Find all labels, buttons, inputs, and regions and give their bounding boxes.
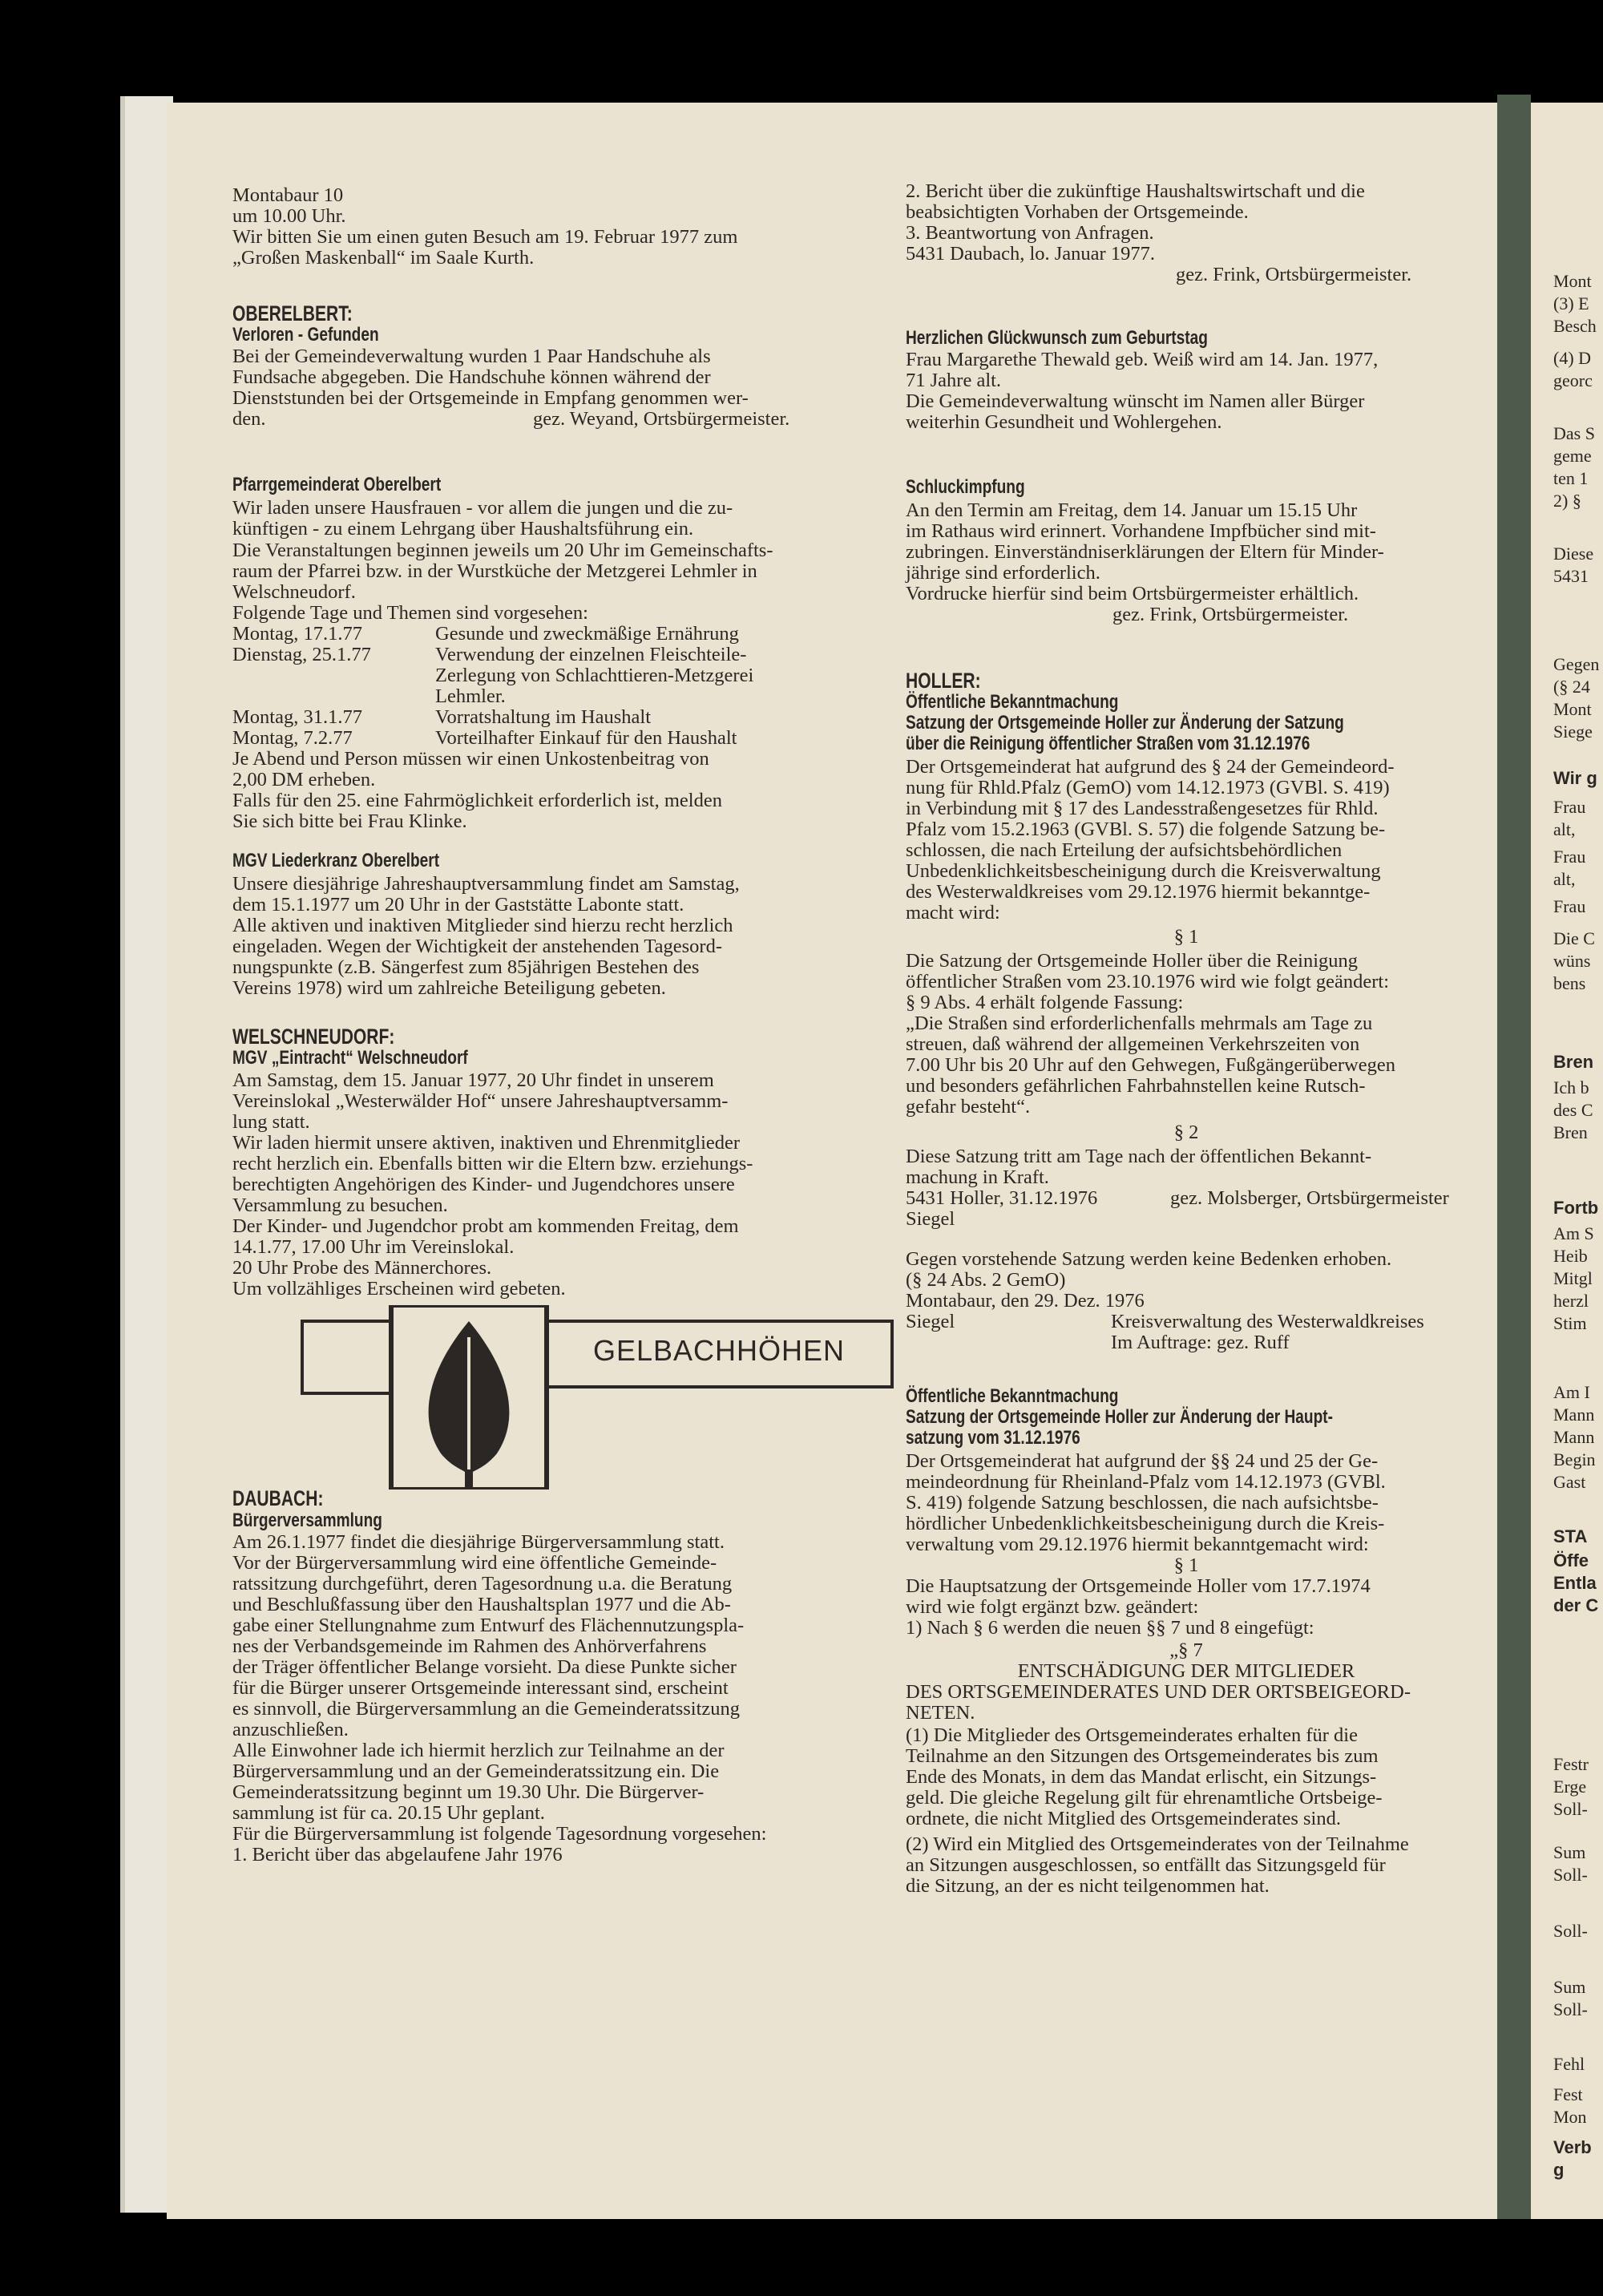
bek1-line: Pfalz vom 15.2.1963 (GVBl. S. 57) die folgende Satzung be-: [906, 819, 1386, 840]
buerger-line: 1. Bericht über das abgelaufene Jahr 1976: [232, 1844, 563, 1866]
absatz-line: an Sitzungen ausgeschlossen, so entfällt das Sitzungsgeld für: [906, 1854, 1386, 1876]
agenda-line: 3. Beantwortung von Anfragen.: [906, 222, 1154, 244]
schluck-signature: gez. Frink, Ortsbürgermeister.: [1112, 604, 1349, 625]
section-heading-mgv-eintracht: MGV „Eintracht“ Welschneudorf: [232, 1047, 468, 1069]
par1-line: gefahr besteht“.: [906, 1096, 1031, 1118]
pfarr-line: raum der Pfarrei bzw. in der Wurstküche der Metzgerei Lehmler in: [232, 560, 757, 582]
agenda-signature: gez. Frink, Ortsbürgermeister.: [1176, 264, 1412, 285]
fund-line: den.: [232, 408, 266, 430]
bek2-line: S. 419) folgende Satzung beschlossen, die nach aufsichtsbe-: [906, 1492, 1379, 1514]
welsch-line: Wir laden hiermit unsere aktiven, inaktiven und Ehrenmitglieder: [232, 1132, 741, 1154]
next-page-line: alt,: [1553, 869, 1576, 889]
next-page-line: Soll-: [1553, 1921, 1588, 1941]
next-page-line: Besch: [1553, 316, 1597, 336]
next-page-line: STA: [1553, 1526, 1588, 1546]
section-heading-bekanntmachung: Öffentliche Bekanntmachung: [906, 691, 1119, 713]
next-page-line: Bren: [1553, 1052, 1594, 1072]
next-page-line: (3) E: [1553, 293, 1589, 313]
agenda-line: 2. Bericht über die zukünftige Haushaltswirtschaft und die: [906, 180, 1365, 202]
next-page-line: des C: [1553, 1100, 1593, 1120]
next-page-line: Heib: [1553, 1246, 1588, 1266]
pfarr-tail-line: Je Abend und Person müssen wir einen Unkostenbeitrag von: [232, 748, 709, 770]
entschaedigung-heading: ENTSCHÄDIGUNG DER MITGLIEDER: [1017, 1660, 1355, 1682]
section-heading-satzung: über die Reinigung öffentlicher Straßen vom 31.12.1976: [906, 733, 1310, 754]
par1-line: und besonders gefährlichen Fahrbahnstellen keine Rutsch-: [906, 1075, 1366, 1097]
par3-line: 1) Nach § 6 werden die neuen §§ 7 und 8 eingefügt:: [906, 1617, 1314, 1639]
schedule-day: Dienstag, 25.1.77: [232, 644, 371, 665]
section-heading-geburtstag: Herzlichen Glückwunsch zum Geburtstag: [906, 327, 1208, 349]
next-page-line: wüns: [1553, 951, 1591, 971]
next-page-line: Siege: [1553, 722, 1593, 742]
gegen-line: Montabaur, den 29. Dez. 1976: [906, 1290, 1145, 1312]
par1-line: öffentlicher Straßen vom 23.10.1976 wird wie folgt geändert:: [906, 971, 1390, 992]
next-page-line: Mont: [1553, 271, 1592, 291]
signature-place: 5431 Holler, 31.12.1976: [906, 1187, 1098, 1209]
next-page-line: 2) §: [1553, 491, 1581, 511]
next-page-line: Stim: [1553, 1313, 1587, 1333]
book-binding-edge: [120, 96, 173, 2213]
par3-line: Die Hauptsatzung der Ortsgemeinde Holler vom 17.7.1974: [906, 1575, 1371, 1597]
par1-line: 7.00 Uhr bis 20 Uhr auf den Gehwegen, Fußgängerüberwegen: [906, 1054, 1395, 1076]
buerger-line: gabe einer Stellungnahme zum Entwurf des Flächennutzungspla-: [232, 1615, 745, 1636]
next-page-line: georc: [1553, 370, 1593, 390]
seal-label: Siegel: [906, 1208, 955, 1230]
town-heading-holler: HOLLER:: [906, 669, 981, 693]
next-page-line: Festr: [1553, 1754, 1589, 1774]
buerger-line: Bürgerversammlung und an der Gemeinderatssitzung ein. Die: [232, 1760, 720, 1782]
geb-line: weiterhin Gesundheit und Wohlergehen.: [906, 411, 1222, 433]
absatz-line: Teilnahme an den Sitzungen des Ortsgemeinderates bis zum: [906, 1745, 1379, 1767]
schedule-topic: Zerlegung von Schlachttieren-Metzgerei: [435, 665, 754, 686]
paragraph-marker: „§ 7: [1169, 1639, 1203, 1661]
bek1-line: macht wird:: [906, 902, 1000, 924]
next-page-line: Verb: [1553, 2137, 1592, 2157]
next-page-line: Frau: [1553, 797, 1586, 817]
entschaedigung-heading: NETEN.: [906, 1702, 975, 1724]
next-page-line: geme: [1553, 446, 1592, 466]
next-page-line: Mann: [1553, 1427, 1595, 1447]
next-page-line: Mann: [1553, 1405, 1595, 1425]
pfarr-line: Welschneudorf.: [232, 581, 356, 603]
next-page-line: g: [1553, 2160, 1565, 2180]
mgv-line: nungspunkte (z.B. Sängerfest zum 85jährigen Bestehen des: [232, 956, 700, 978]
next-page-line: Gast: [1553, 1472, 1586, 1492]
fund-line: Dienststunden bei der Ortsgemeinde in Empfang genommen wer-: [232, 387, 749, 409]
town-heading-daubach: DAUBACH:: [232, 1486, 324, 1510]
paragraph-marker: § 1: [1173, 1554, 1199, 1576]
intro-line: um 10.00 Uhr.: [232, 205, 346, 227]
par3-line: wird wie folgt ergänzt bzw. geändert:: [906, 1596, 1199, 1618]
par2-line: machung in Kraft.: [906, 1166, 1049, 1188]
schluck-line: Vordrucke hierfür sind beim Ortsbürgermeister erhältlich.: [906, 583, 1359, 604]
next-page-line: Soll-: [1553, 1799, 1588, 1819]
bek1-line: schlossen, die nach Erteilung der aufsichtsbehördlichen: [906, 839, 1343, 861]
town-heading-oberelbert: OBERELBERT:: [232, 301, 353, 325]
next-page-line: Am S: [1553, 1223, 1594, 1243]
geb-line: Die Gemeindeverwaltung wünscht im Namen aller Bürger: [906, 390, 1365, 412]
absatz-line: die Sitzung, an der es nicht teilgenommen hat.: [906, 1875, 1270, 1897]
bek1-line: des Westerwaldkreises vom 29.12.1976 hiermit bekanntge-: [906, 881, 1371, 903]
gelbachhoehen-logo: [232, 1009, 922, 1506]
buerger-line: Am 26.1.1977 findet die diesjährige Bürgerversammlung statt.: [232, 1531, 725, 1553]
section-heading-hauptsatzung: satzung vom 31.12.1976: [906, 1427, 1080, 1449]
schluck-line: zubringen. Einverständniserklärungen der Eltern für Minder-: [906, 541, 1384, 563]
buerger-line: für die Bürger unserer Ortsgemeinde interessant sind, erscheint: [232, 1677, 729, 1699]
next-page-line: Fortb: [1553, 1198, 1599, 1218]
welsch-line: Der Kinder- und Jugendchor probt am kommenden Freitag, dem: [232, 1215, 739, 1237]
bek1-line: in Verbindung mit § 17 des Landesstraßengesetzes für Rhld.: [906, 798, 1379, 819]
bek1-line: Unbedenklichkeitsbescheinigung durch die Kreisverwaltung: [906, 860, 1381, 882]
paragraph-marker: § 2: [1173, 1122, 1199, 1143]
buerger-line: Für die Bürgerversammlung ist folgende Tagesordnung vorgesehen:: [232, 1823, 767, 1845]
pfarr-tail-line: Sie sich bitte bei Frau Klinke.: [232, 810, 467, 832]
schedule-topic: Vorratshaltung im Haushalt: [435, 706, 652, 728]
welsch-line: Vereinslokal „Westerwälder Hof“ unsere Jahreshauptversamm-: [232, 1090, 729, 1112]
next-page-line: Fehl: [1553, 2054, 1585, 2074]
next-page-line: Fest: [1553, 2084, 1583, 2104]
welsch-line: 20 Uhr Probe des Männerchores.: [232, 1257, 492, 1279]
intro-line: Wir bitten Sie um einen guten Besuch am 19. Februar 1977 zum: [232, 226, 738, 248]
next-page-line: ten 1: [1553, 468, 1589, 488]
buerger-line: ratssitzung durchgeführt, deren Tagesordnung u.a. die Beratung: [232, 1573, 733, 1595]
par1-line: „Die Straßen sind erforderlichenfalls mehrmals am Tage zu: [906, 1013, 1373, 1034]
welsch-line: 14.1.77, 17.00 Uhr im Vereinslokal.: [232, 1236, 515, 1258]
schluck-line: jährige sind erforderlich.: [906, 562, 1100, 584]
fund-signature: gez. Weyand, Ortsbürgermeister.: [533, 408, 790, 430]
signature-name: gez. Molsberger, Ortsbürgermeister: [1170, 1187, 1449, 1209]
next-page-line: Diese: [1553, 544, 1594, 564]
logo-text: GELBACHHÖHEN: [592, 1334, 846, 1367]
intro-line: Montabaur 10: [232, 184, 344, 206]
schedule-topic: Vorteilhafter Einkauf für den Haushalt: [435, 727, 737, 749]
buerger-line: Gemeinderatssitzung beginnt um 19.30 Uhr. Die Bürgerver-: [232, 1781, 705, 1803]
next-page-line: Sum: [1553, 1842, 1586, 1862]
buerger-line: sammlung ist für ca. 20.15 Uhr geplant.: [232, 1802, 545, 1824]
agenda-line: 5431 Daubach, lo. Januar 1977.: [906, 243, 1155, 265]
welsch-line: recht herzlich ein. Ebenfalls bitten wir die Eltern bzw. erziehungs-: [232, 1153, 753, 1174]
welsch-line: berechtigten Angehörigen des Kinder- und Jugendchores unsere: [232, 1174, 735, 1195]
next-page-line: bens: [1553, 973, 1586, 993]
schluck-line: An den Termin am Freitag, dem 14. Januar um 15.15 Uhr: [906, 499, 1358, 521]
next-page-line: Soll-: [1553, 1865, 1588, 1885]
section-heading-hauptsatzung: Satzung der Ortsgemeinde Holler zur Änderung der Haupt-: [906, 1406, 1334, 1428]
schluck-line: im Rathaus wird erinnert. Vorhandene Impfbücher sind mit-: [906, 520, 1376, 542]
next-page-line: (§ 24: [1553, 677, 1590, 697]
absatz-line: geld. Die gleiche Regelung gilt für ehrenamtliche Ortsbeige-: [906, 1787, 1383, 1809]
buerger-line: der Träger öffentlicher Belange vorsieht. Da diese Punkte sicher: [232, 1656, 737, 1678]
bek1-line: nung für Rhld.Pfalz (GemO) vom 14.12.1973 (GVBl. S. 419): [906, 777, 1390, 798]
pfarr-line: Folgende Tage und Themen sind vorgesehen:: [232, 602, 588, 624]
section-heading-pfarrgemeinderat: Pfarrgemeinderat Oberelbert: [232, 474, 442, 495]
gegen-line: Gegen vorstehende Satzung werden keine Bedenken erhoben.: [906, 1248, 1392, 1270]
buerger-line: es sinnvoll, die Bürgerversammlung an die Gemeinderatssitzung: [232, 1698, 741, 1720]
schedule-topic: Gesunde und zweckmäßige Ernährung: [435, 623, 739, 645]
geb-line: 71 Jahre alt.: [906, 370, 1002, 391]
bek2-line: verwaltung vom 29.12.1976 hiermit bekanntgemacht wird:: [906, 1534, 1369, 1555]
schedule-topic: Verwendung der einzelnen Fleischteile-: [435, 644, 747, 665]
pfarr-line: Wir laden unsere Hausfrauen - vor allem die jungen und die zu-: [232, 497, 733, 519]
next-page-line: Ich b: [1553, 1077, 1589, 1097]
intro-line: „Großen Maskenball“ im Saale Kurth.: [232, 247, 535, 269]
par1-line: Die Satzung der Ortsgemeinde Holler über die Reinigung: [906, 950, 1359, 972]
mgv-line: eingeladen. Wegen der Wichtigkeit der anstehenden Tagesord-: [232, 936, 723, 957]
next-page-line: Frau: [1553, 847, 1586, 867]
next-page-line: Begin: [1553, 1449, 1596, 1469]
schedule-day: Montag, 7.2.77: [232, 727, 353, 749]
next-page-line: Mont: [1553, 699, 1592, 719]
buerger-line: Vor der Bürgerversammlung wird eine öffentliche Gemeinde-: [232, 1552, 717, 1574]
paragraph-marker: § 1: [1173, 926, 1199, 948]
next-page-line: Öffe: [1553, 1550, 1589, 1570]
auftrag-signature: Im Auftrage: gez. Ruff: [1111, 1332, 1290, 1353]
agenda-line: beabsichtigten Vorhaben der Ortsgemeinde.: [906, 201, 1249, 223]
pfarr-tail-line: Falls für den 25. eine Fahrmöglichkeit erforderlich ist, melden: [232, 790, 722, 811]
bek2-line: Der Ortsgemeinderat hat aufgrund der §§ 24 und 25 der Ge-: [906, 1450, 1379, 1472]
par1-line: § 9 Abs. 4 erhält folgende Fassung:: [906, 992, 1184, 1013]
par1-line: streuen, daß während der allgemeinen Verkehrszeiten von: [906, 1033, 1360, 1055]
next-page-line: Entla: [1553, 1573, 1597, 1593]
absatz-line: Ende des Monats, in dem das Mandat erlischt, ein Sitzungs-: [906, 1766, 1377, 1788]
next-page-line: Erge: [1553, 1777, 1587, 1797]
next-page-line: Am I: [1553, 1382, 1590, 1402]
kreisverwaltung-label: Kreisverwaltung des Westerwaldkreises: [1111, 1311, 1424, 1332]
gegen-line: (§ 24 Abs. 2 GemO): [906, 1269, 1066, 1291]
geb-line: Frau Margarethe Thewald geb. Weiß wird am 14. Jan. 1977,: [906, 349, 1379, 370]
next-page-line: Mitgl: [1553, 1268, 1593, 1288]
welsch-line: Versammlung zu besuchen.: [232, 1194, 448, 1216]
newspaper-page: [167, 103, 1497, 2219]
next-page-line: (4) D: [1553, 348, 1592, 368]
next-page-line: Die C: [1553, 928, 1595, 948]
mgv-line: Vereins 1978) wird um zahlreiche Beteiligung gebeten.: [232, 977, 666, 999]
next-page-line: Sum: [1553, 1977, 1586, 1997]
mgv-line: Unsere diesjährige Jahreshauptversammlung findet am Samstag,: [232, 873, 740, 895]
buerger-line: anzuschließen.: [232, 1719, 349, 1740]
next-page-line: alt,: [1553, 819, 1576, 839]
section-heading-mgv-liederkranz: MGV Liederkranz Oberelbert: [232, 850, 440, 871]
mgv-line: Alle aktiven und inaktiven Mitglieder sind hierzu recht herzlich: [232, 915, 733, 936]
next-page-line: Das S: [1553, 423, 1595, 443]
absatz-line: (2) Wird ein Mitglied des Ortsgemeinderates von der Teilnahme: [906, 1833, 1409, 1855]
schedule-day: Montag, 17.1.77: [232, 623, 362, 645]
pfarr-line: Die Veranstaltungen beginnen jeweils um 20 Uhr im Gemeinschafts-: [232, 540, 773, 561]
section-heading-satzung: Satzung der Ortsgemeinde Holler zur Änderung der Satzung: [906, 712, 1344, 734]
entschaedigung-heading: DES ORTSGEMEINDERATES UND DER ORTSBEIGEORD-: [906, 1681, 1411, 1703]
welsch-line: Am Samstag, dem 15. Januar 1977, 20 Uhr findet in unserem: [232, 1069, 714, 1091]
fund-line: Fundsache abgegeben. Die Handschuhe können während der: [232, 366, 711, 388]
section-heading-bekanntmachung: Öffentliche Bekanntmachung: [906, 1385, 1119, 1407]
next-page-line: herzl: [1553, 1291, 1589, 1311]
next-page-fragment: [1531, 103, 1603, 2219]
buerger-line: nes der Verbandsgemeinde im Rahmen des Anhörverfahrens: [232, 1635, 707, 1657]
buerger-line: Alle Einwohner lade ich hiermit herzlich zur Teilnahme an der: [232, 1740, 725, 1761]
section-heading-schluckimpfung: Schluckimpfung: [906, 476, 1025, 498]
absatz-line: ordnete, die nicht Mitglied des Ortsgemeinderates sind.: [906, 1808, 1341, 1829]
welsch-line: lung statt.: [232, 1111, 310, 1133]
schedule-day: Montag, 31.1.77: [232, 706, 362, 728]
next-page-line: Gegen: [1553, 654, 1600, 674]
bek2-line: meindeordnung für Rheinland-Pfalz vom 14.12.1973 (GVBl.: [906, 1471, 1386, 1493]
town-heading-welschneudorf: WELSCHNEUDORF:: [232, 1025, 395, 1049]
next-page-line: Bren: [1553, 1122, 1588, 1142]
par2-line: Diese Satzung tritt am Tage nach der öffentlichen Bekannt-: [906, 1146, 1372, 1167]
schedule-topic: Lehmler.: [435, 685, 506, 707]
section-heading-buergerversammlung: Bürgerversammlung: [232, 1510, 382, 1531]
bek1-line: Der Ortsgemeinderat hat aufgrund des § 24 der Gemeindeord-: [906, 756, 1395, 778]
mgv-line: dem 15.1.1977 um 20 Uhr in der Gaststätte Labonte statt.: [232, 894, 684, 916]
leaf-icon: [385, 1305, 553, 1490]
next-page-line: Soll-: [1553, 1999, 1588, 2019]
next-page-line: der C: [1553, 1595, 1599, 1615]
pfarr-line: künftigen - zu einem Lehrgang über Haushaltsführung ein.: [232, 518, 694, 540]
fund-line: Bei der Gemeindeverwaltung wurden 1 Paar Handschuhe als: [232, 346, 711, 367]
next-page-line: Mon: [1553, 2107, 1587, 2127]
welsch-line: Um vollzähliges Erscheinen wird gebeten.: [232, 1278, 566, 1300]
section-heading-fund: Verloren - Gefunden: [232, 324, 379, 346]
seal-label: Siegel: [906, 1311, 955, 1332]
next-page-line: Wir g: [1553, 768, 1597, 788]
bek2-line: hördlicher Unbedenklichkeitsbescheinigung durch die Kreis-: [906, 1513, 1385, 1534]
next-page-line: 5431: [1553, 566, 1589, 586]
buerger-line: und Beschlußfassung über den Haushaltsplan 1977 und die Ab-: [232, 1594, 731, 1615]
next-page-line: Frau: [1553, 896, 1586, 916]
book-spine: [1497, 95, 1531, 2219]
absatz-line: (1) Die Mitglieder des Ortsgemeinderates erhalten für die: [906, 1724, 1358, 1746]
pfarr-tail-line: 2,00 DM erheben.: [232, 769, 376, 790]
